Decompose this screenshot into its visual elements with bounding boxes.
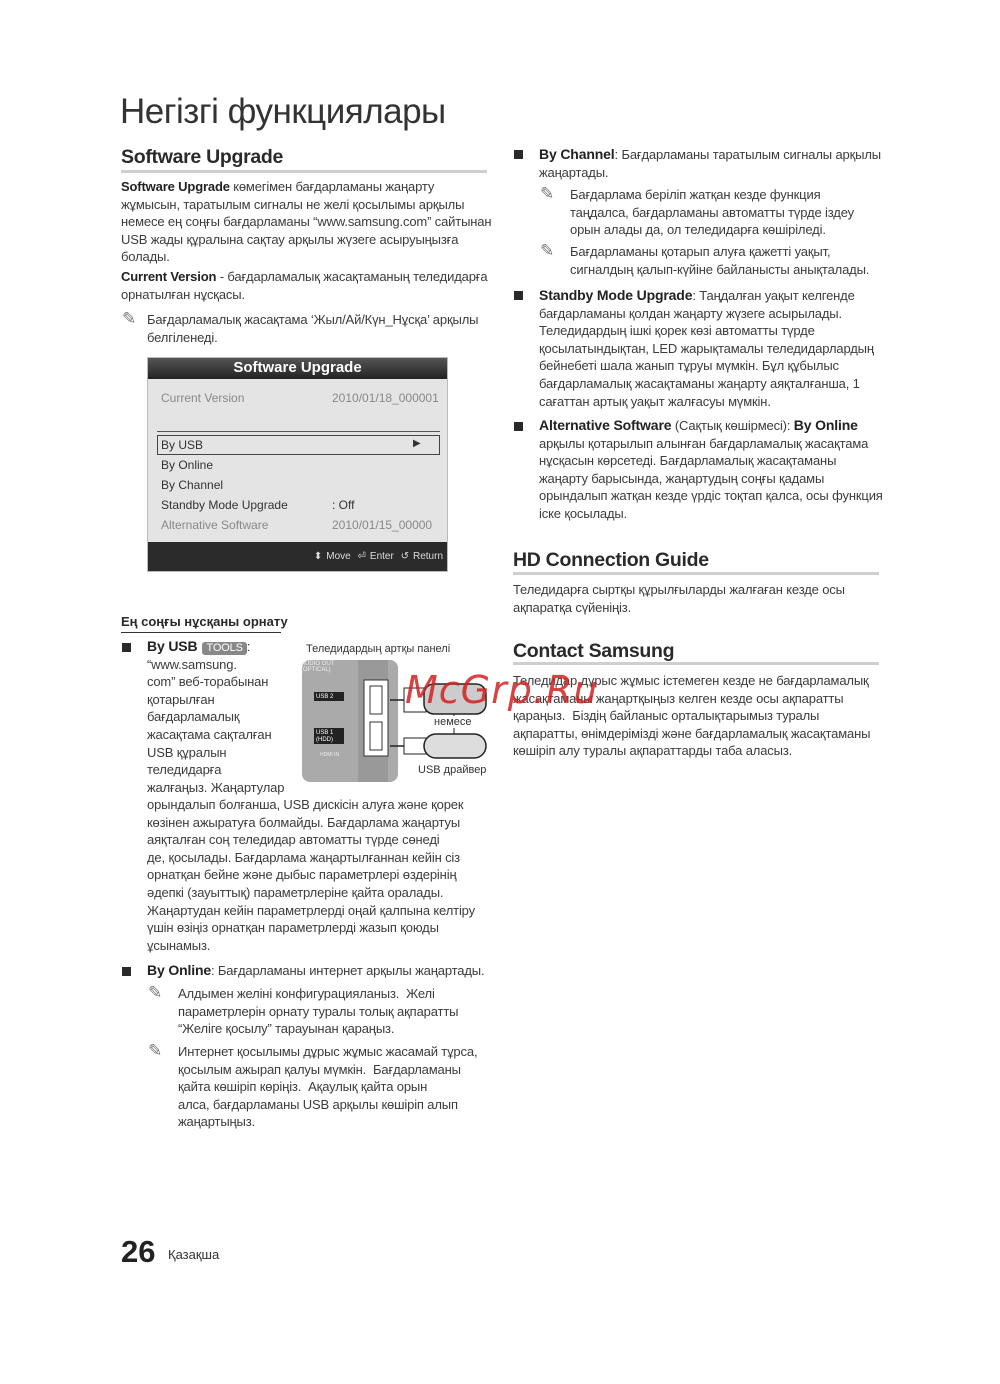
note-text: Бағдарламалық жасақтама ‘Жыл/Ай/Күн_Нұсқа’ арқылы белгіленеді. [147, 312, 479, 345]
page-number: 26 [121, 1234, 156, 1269]
by-online-block [147, 962, 484, 980]
move-icon: ⬍ [313, 551, 323, 562]
by-channel-block [539, 146, 881, 181]
menu-separator [157, 431, 440, 432]
section-heading-hd-connection: HD Connection Guide [513, 549, 709, 571]
by-channel-label: By Channel [539, 146, 615, 162]
by-usb-text: : “www.samsung. com” веб-торабынан қотарылған бағдарламалық жасақтама сақталған USB құралын теледидарға жалғаңыз. Жаңартулар [147, 639, 285, 795]
menu-current-label: Current Version [161, 391, 245, 405]
menu-item-by-channel[interactable]: By Channel [161, 478, 224, 492]
watermark: McGrp.Ru [405, 668, 599, 712]
footer-enter: Enter [369, 551, 394, 562]
language-label: Қазақша [168, 1247, 220, 1262]
usb-drive-icon [424, 734, 486, 758]
intro-bold: Software Upgrade [121, 179, 230, 194]
section-heading-contact: Contact Samsung [513, 640, 675, 662]
by-usb-label: By USB [147, 638, 198, 654]
intro-paragraph [121, 178, 491, 266]
diagram-caption: Теледидардың артқы панелі [306, 643, 451, 655]
note-pencil-icon: ✎ [122, 309, 137, 328]
hd-text: Теледидарға сыртқы құрылғыларды жалғаған кезде осы ақпаратқа сүйеніңіз. [513, 582, 845, 615]
menu-alternative-value: 2010/01/15_00000 [332, 518, 433, 532]
standby-text: : Таңдалған уақыт келгенде бағдарламаны қолдан жаңарту жүзеге асырылады. Теледидардың ішкі қорек көзі автоматты түрде қосылатындықтан, LED жарықтамалы теледидарлардың бейнебеті шала жанып тұруы мүмкін. Бұл құбылыс бағдарламалық жасақтаманы жаңарту аяқталғанша, 1 сағаттан артық уақыт жалғасуы мүмкін. [539, 288, 874, 409]
bullet-icon [122, 643, 131, 652]
enter-icon: ⏎ [357, 551, 366, 562]
alt-label: Alternative Software [539, 417, 672, 433]
software-upgrade-menu [147, 357, 448, 572]
usb2-port [370, 686, 382, 714]
by-channel-text: : Бағдарламаны таратылым сигналы арқылы жаңартады. [539, 147, 881, 180]
by-online-text: : Бағдарламаны интернет арқылы жаңартады. [211, 963, 485, 978]
menu-item-by-online[interactable]: By Online [161, 458, 214, 472]
online-note-1: Алдымен желіні конфигурацияланыз. Желі параметрлерін орнату туралы толық ақпаратты “Желіге қосылу” тарауынан қараңыз. [178, 986, 459, 1037]
contact-text: Теледидар дұрыс жұмыс істемеген кезде не бағдарламалық жасақтаманы жаңартқыңыз келген кезде осы ақпаратты қараңыз. Біздің байланыс орталықтарымыз туралы ақпаратты, өнімдерімізді және бағдарламалық жасақтаманы көшіріп алу туралы ақпараттарды таба аласыз. [513, 673, 871, 759]
standby-label: Standby Mode Upgrade [539, 287, 693, 303]
by-online-label: By Online [147, 962, 211, 978]
current-bold: Current Version [121, 269, 217, 284]
alt-text: арқылы қотарылып алынған бағдарламалық жасақтама нұсқасын көрсетеді. Бағдарламалық жасақтаманы жаңарту барысында, жаңартудың соңғы қадамы орындалып жатқан кезде үрдіс тоқтап қалса, осы функция іске қосылады. [539, 435, 883, 521]
current-text: - бағдарламалық жасақтаманың теледидарға орнатылған нұсқасы. [121, 269, 488, 302]
heading-divider [513, 662, 879, 665]
port-usb2-label: USB 2 [316, 694, 334, 700]
footer-return: Return [412, 551, 443, 562]
heading-divider [121, 170, 487, 173]
page-title: Негізгі функциялары [120, 92, 446, 131]
note-pencil-icon: ✎ [148, 1041, 163, 1060]
alternative-block [539, 417, 883, 523]
tools-badge: TOOLS [202, 642, 246, 655]
usb-drive-label: USB драйвер [418, 764, 487, 776]
current-version-paragraph [121, 268, 487, 303]
menu-title: Software Upgrade [148, 358, 447, 379]
port-usb1-label: USB 1 (HDD) [316, 730, 334, 743]
alt-label-2: By Online [793, 417, 858, 433]
standby-block [539, 287, 874, 410]
by-usb-block [147, 638, 284, 796]
submenu-arrow-icon: ▶ [413, 438, 421, 449]
alt-mid: (Сақтық көшірмесі): [671, 418, 794, 433]
menu-item-alternative-software[interactable]: Alternative Software [161, 518, 269, 532]
by-usb-text-continued: орындалып болғанша, USB дискісін алуға және қорек көзінен ажыратуға болмайды. Бағдарлама жаңартуы аяқталған соң теледидар автоматты түрде сөнеді де, қосылады. Бағдарлама жаңартылғаннан кейін сіз орнатқан бейне және дыбыс параметрлері өздерінің әдепкі (зауыттық) параметрлеріне қайта оралады. Жаңартудан кейін параметрлерді оңай қалпына келтіру үшін өзіңіз орнатқан параметрлерді жазып қоюды ұсынамыз. [147, 797, 475, 953]
usb1-port [370, 722, 382, 750]
menu-current-value: 2010/01/18_000001 [332, 391, 439, 405]
or-label: немесе [434, 716, 472, 728]
bullet-icon [514, 422, 523, 431]
menu-standby-value: : Off [332, 498, 355, 512]
online-note-2: Интернет қосылымы дұрыс жұмыс жасамай тұрса, қосылым ажырап қалуы мүмкін. Бағдарламаны қайта көшіріп көріңіз. Ақаулық қайта орын алса, бағдарламаны USB арқылы көшіріп алып жаңартыңыз. [178, 1044, 478, 1130]
section-heading-software-upgrade: Software Upgrade [121, 146, 284, 168]
channel-note-2: Бағдарламаны қотарып алуға қажетті уақыт, сигналдың қалып-күйіне байланысты анықталады. [570, 244, 870, 277]
return-icon: ↺ [400, 551, 409, 562]
port-audio-label: AUDIO OUT (OPTICAL) [301, 661, 335, 673]
install-heading: Ең соңғы нұсқаны орнату [121, 614, 288, 629]
bullet-icon [514, 291, 523, 300]
note-pencil-icon: ✎ [148, 983, 163, 1002]
bullet-icon [514, 150, 523, 159]
bullet-icon [122, 967, 131, 976]
footer-move: Move [326, 551, 351, 562]
heading-divider [513, 572, 879, 575]
note-pencil-icon: ✎ [540, 241, 555, 260]
channel-note-1: Бағдарлама беріліп жатқан кезде функция таңдалса, бағдарламаны автоматты түрде іздеу орын алады да, ол теледидарға көшіріледі. [570, 187, 854, 238]
usb-plug [404, 738, 426, 754]
menu-footer [148, 542, 447, 571]
port-hdmi-label: HDMI IN [320, 752, 340, 758]
note-pencil-icon: ✎ [540, 184, 555, 203]
intro-text: көмегімен бағдарламаны жаңарту жұмысын, таратылым сигналы не желі қосылымы арқылы немесе ең соңғы бағдарламаны “www.samsung.com” сайтынан USB жады құралына сақтау арқылы жүзеге асыруыңызға болады. [121, 179, 492, 265]
install-heading-underline [121, 632, 281, 633]
menu-item-standby-mode[interactable]: Standby Mode Upgrade [161, 498, 288, 512]
menu-item-by-usb[interactable]: By USB [161, 438, 204, 452]
